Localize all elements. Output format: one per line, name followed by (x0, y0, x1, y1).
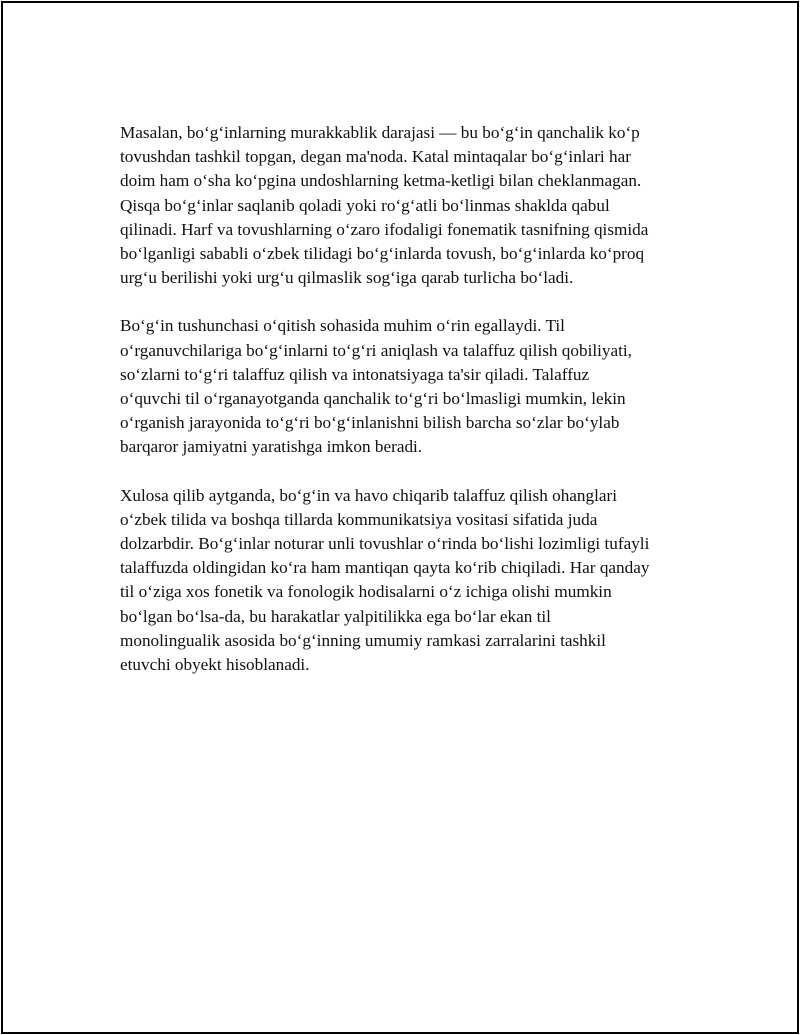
paragraph-2 (120, 314, 690, 459)
paragraph-1 (120, 121, 690, 290)
text-line: Qisqa bo‘g‘inlar saqlanib qoladi yoki ro‘g‘atli bo‘linmas shaklda qabul (120, 195, 610, 215)
text-line: dolzarbdir. Bo‘g‘inlar noturar unli tovushlar o‘rinda bo‘lishi lozimligi tufayli (120, 534, 650, 554)
document-body (120, 121, 690, 701)
text-line: monolingualik asosida bo‘g‘inning umumiy ramkasi zarralarini tashkil (120, 630, 606, 650)
text-line: o‘rganish jarayonida to‘g‘ri bo‘g‘inlanishni bilish barcha so‘zlar bo‘ylab (120, 413, 620, 433)
text-line: qilinadi. Harf va tovushlarning o‘zaro ifodaligi fonematik tasnifning qismida (120, 219, 649, 239)
text-line: tovushdan tashkil topgan, degan ma'noda. Katal mintaqalar bo‘g‘inlari har (120, 147, 631, 167)
text-line: doim ham o‘sha ko‘pgina undoshlarning ketma-ketligi bilan cheklanmagan. (120, 171, 642, 191)
text-line: urg‘u berilishi yoki urg‘u qilmaslik sog‘iga qarab turlicha bo‘ladi. (120, 268, 574, 288)
text-line: o‘rganuvchilariga bo‘g‘inlarni to‘g‘ri aniqlash va talaffuz qilish qobiliyati, (120, 340, 632, 360)
text-line: o‘zbek tilida va boshqa tillarda kommunikatsiya vositasi sifatida juda (120, 509, 598, 529)
text-line: barqaror jamiyatni yaratishga imkon beradi. (120, 437, 423, 457)
text-line: til o‘ziga xos fonetik va fonologik hodisalarni o‘z ichiga olishi mumkin (120, 582, 612, 602)
text-line: o‘quvchi til o‘rganayotganda qanchalik to‘g‘ri bo‘lmasligi mumkin, lekin (120, 389, 626, 409)
document-page (1, 1, 799, 1034)
text-line: etuvchi obyekt hisoblanadi. (120, 655, 310, 675)
text-line: bo‘lgan bo‘lsa-da, bu harakatlar yalpitilikka ega bo‘lar ekan til (120, 606, 551, 626)
text-line: Bo‘g‘in tushunchasi o‘qitish sohasida muhim o‘rin egallaydi. Til (120, 316, 565, 336)
text-line: talaffuzda oldingidan ko‘ra ham mantiqan qayta ko‘rib chiqiladi. Har qanday (120, 558, 650, 578)
paragraph-3 (120, 484, 690, 678)
text-line: Xulosa qilib aytganda, bo‘g‘in va havo chiqarib talaffuz qilish ohanglari (120, 485, 618, 505)
text-line: Masalan, bo‘g‘inlarning murakkablik darajasi — bu bo‘g‘in qanchalik ko‘p (120, 123, 640, 142)
text-line: so‘zlarni to‘g‘ri talaffuz qilish va intonatsiyaga ta'sir qiladi. Talaffuz (120, 364, 590, 384)
text-line: bo‘lganligi sababli o‘zbek tilidagi bo‘g‘inlarda tovush, bo‘g‘inlarda ko‘proq (120, 244, 645, 264)
